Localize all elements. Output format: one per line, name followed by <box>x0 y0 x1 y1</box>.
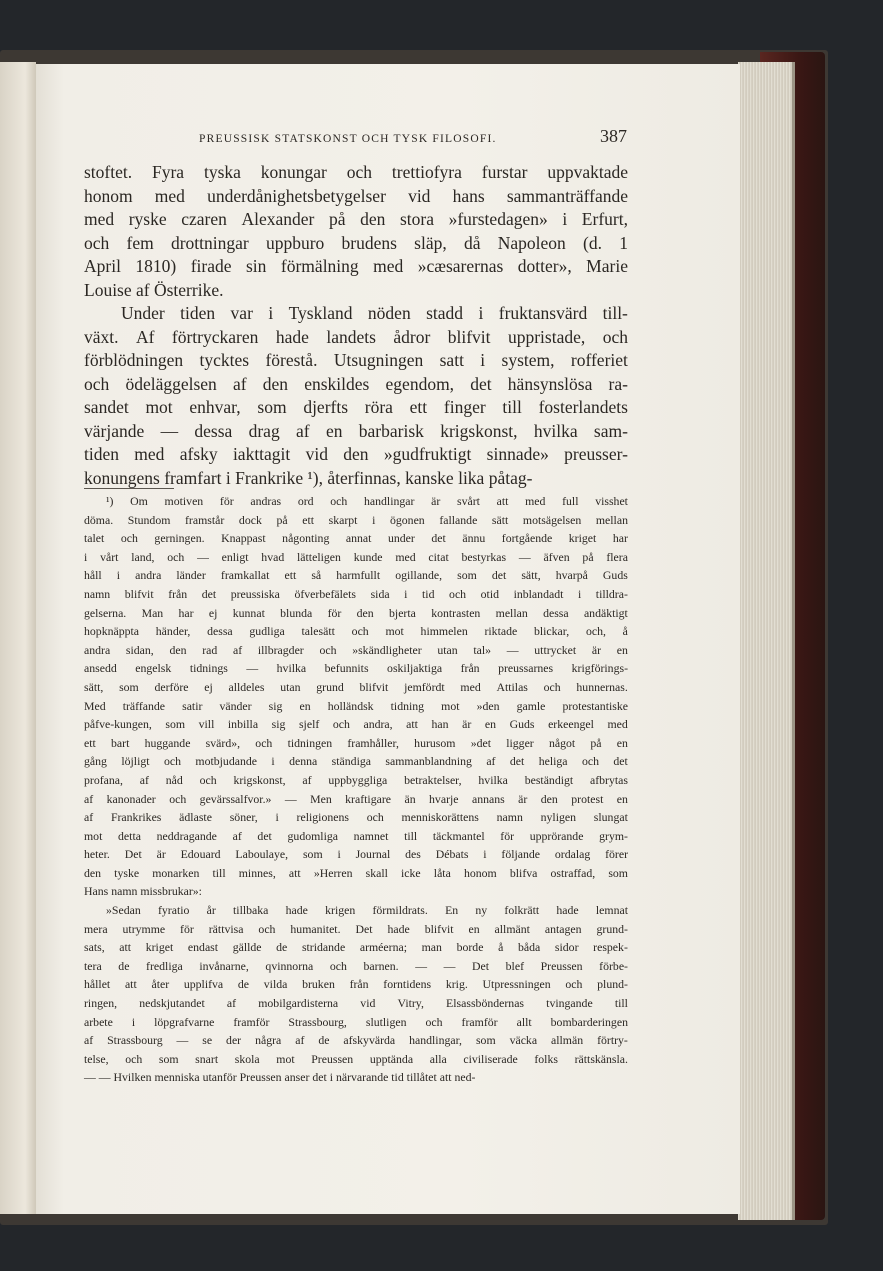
body-line: honom med underdånighetsbetygelser vid hans sammanträffande <box>84 185 628 206</box>
footnote-line: mot detta neddragande af det gudomliga namnet till täckmantel för upprörande grym- <box>84 828 628 843</box>
footnote-line: sats, att kriget endast gällde de stridande arméerna; man borde å båda sidor respek- <box>84 940 628 955</box>
footnote <box>84 492 628 1087</box>
body-line: tiden med afsky iakttagit vid den »gudfruktigt sinnade» preusser- <box>84 444 628 464</box>
footnote-line: af Strassbourg — se der några af de afskyvärda handlingar, som väcka allmän förtry- <box>84 1033 628 1048</box>
page-header <box>36 126 740 150</box>
footnote-line: Med träffande satir vänder sig en holländsk tidning mot »den gamle protestantiske <box>84 698 628 713</box>
body-line: konungens framfart i Frankrike ¹), återfinnas, kanske lika påtag- <box>84 467 533 488</box>
footnote-line: håll i andra länder framkallat ett så harmfullt ogillande, som det sätt, hvarpå Guds <box>84 568 628 583</box>
footnote-line: heter. Det är Edouard Laboulaye, som i Journal des Débats i följande ordalag förer <box>84 847 628 862</box>
page-stack-edge <box>738 62 795 1220</box>
body-line: växt. Af förtryckaren hade landets ådror blifvit uppristade, och <box>84 326 628 347</box>
footnote-line: namn blifvit från det preussiska öfverbefälets sida i tid och otid inblandadt i tilldra- <box>84 586 628 601</box>
page-number: 387 <box>600 126 627 146</box>
body-line: stoftet. Fyra tyska konungar och trettiofyra furstar uppvaktade <box>84 162 628 182</box>
book-page <box>36 64 740 1214</box>
footnote-line: profana, af nåd och krigskonst, af uppbyggliga betraktelser, hvilka beständigt afbrytas <box>84 772 628 787</box>
footnote-line: ett bart huggande svärd», och tidningen framhåller, hurusom »det ligger något på en <box>84 735 628 750</box>
footnote-line: den tyske monarken till minnes, att »Herren skall icke låta honom blifva ostraffad, som <box>84 865 628 880</box>
body-line: och ödeläggelsen af den enskildes egendom, det hänsynslösa ra- <box>84 373 628 394</box>
footnote-line: »Sedan fyratio år tillbaka hade krigen förmildrats. En ny folkrätt hade lemnat <box>106 903 628 918</box>
footnote-line: af kanonader och gevärssalfvor.» — Men kraftigare än hvarje annans är den protest en <box>84 791 628 806</box>
footnote-line: hållet att åter upplifva de vilda bruken från forntidens krig. Utpressningen och plund- <box>84 977 628 992</box>
body-line: förblödningen tycktes förestå. Utsugningen satt i system, rofferiet <box>84 350 628 370</box>
footnote-line: ringen, nedskjutandet af mobilgardisterna vid Vitry, Elsassböndernas tvingande till <box>84 996 628 1011</box>
footnote-line: telse, och som snart skola mot Preussen upptända alla civiliserade folks rättskänsla. <box>84 1051 628 1066</box>
footnote-line: sätt, som derföre ej alldeles utan grund blifvit jemfördt med Attilas och hunnernas. <box>84 679 628 694</box>
footnote-line: döma. Stundom framstår dock på ett skarpt i ögonen fallande sätt motsägelsen mellan <box>84 512 628 527</box>
footnote-rule <box>84 488 174 489</box>
footnote-line: hopknäppta händer, dessa gudliga talesätt och mot himmelen riktade blickar, och, å <box>84 624 628 639</box>
body-line: April 1810) firade sin förmälning med »cæsarernas dotter», Marie <box>84 256 628 276</box>
running-head: PREUSSISK STATSKONST OCH TYSK FILOSOFI. <box>199 133 497 145</box>
body-line: och fem drottningar uppburo brudens släp, då Napoleon (d. 1 <box>84 232 628 253</box>
footnote-line: påfve-kungen, som vill inbilla sig sjelf och andra, att han är en Guds erkeengel med <box>84 717 628 732</box>
footnote-line: af Frankrikes ädlaste söner, i religionens och menniskorättens namn nyligen slungat <box>84 810 628 825</box>
footnote-line: ¹) Om motiven för andras ord och handlingar är svårt att med full visshet <box>106 494 628 508</box>
body-line: värjande — dessa drag af en barbarisk krigskonst, hvilka sam- <box>84 420 628 441</box>
footnote-line: andra sidan, den rad af illbragder och »skändligheter utan tal» — uttrycket är en <box>84 642 628 657</box>
footnote-line: talet och gerningen. Knappast någonting annat under det ännu fortgående kriget har <box>84 531 628 546</box>
footnote-line: gång löjligt och motbjudande i denna ständiga sammanblandning af det heliga och det <box>84 754 628 769</box>
body-line: sandet mot enhvar, som djerfts röra ett finger till fosterlandets <box>84 397 628 417</box>
footnote-line: ansedd engelsk tidnings — hvilka befunnits oskiljaktiga från preussarnes krigförings- <box>84 661 628 676</box>
footnote-line: gelserna. Man har ej kunnat blunda för den bjerta kontrasten mellan dessa andäktigt <box>84 605 628 620</box>
body-line: med ryske czaren Alexander på den stora »furstedagen» i Erfurt, <box>84 209 628 229</box>
footnote-line: — — Hvilken menniska utanför Preussen anser det i närvarande tid tillåtet att ned- <box>84 1070 476 1085</box>
left-page-edge <box>0 62 36 1214</box>
footnote-line: arbete i löpgrafvarne framför Strassbourg, slutligen och framför allt bombarderingen <box>84 1014 628 1029</box>
footnote-line: tera de fredliga invånarne, qvinnorna och barnen. — — Det blef Preussen förbe- <box>84 958 628 973</box>
footnote-line: Hans namn missbrukar»: <box>84 884 202 899</box>
body-line: Under tiden var i Tyskland nöden stadd i fruktansvärd till- <box>121 303 628 323</box>
footnote-line: mera utrymme för rättvisa och humanitet. Det hade blifvit en allmänt antagen grund- <box>84 921 628 936</box>
footnote-line: i vårt land, och — enligt hvad lätteligen kunde med citat bestyrkas — äfven på flera <box>84 549 628 564</box>
body-text <box>84 161 628 490</box>
body-line: Louise af Österrike. <box>84 279 224 300</box>
